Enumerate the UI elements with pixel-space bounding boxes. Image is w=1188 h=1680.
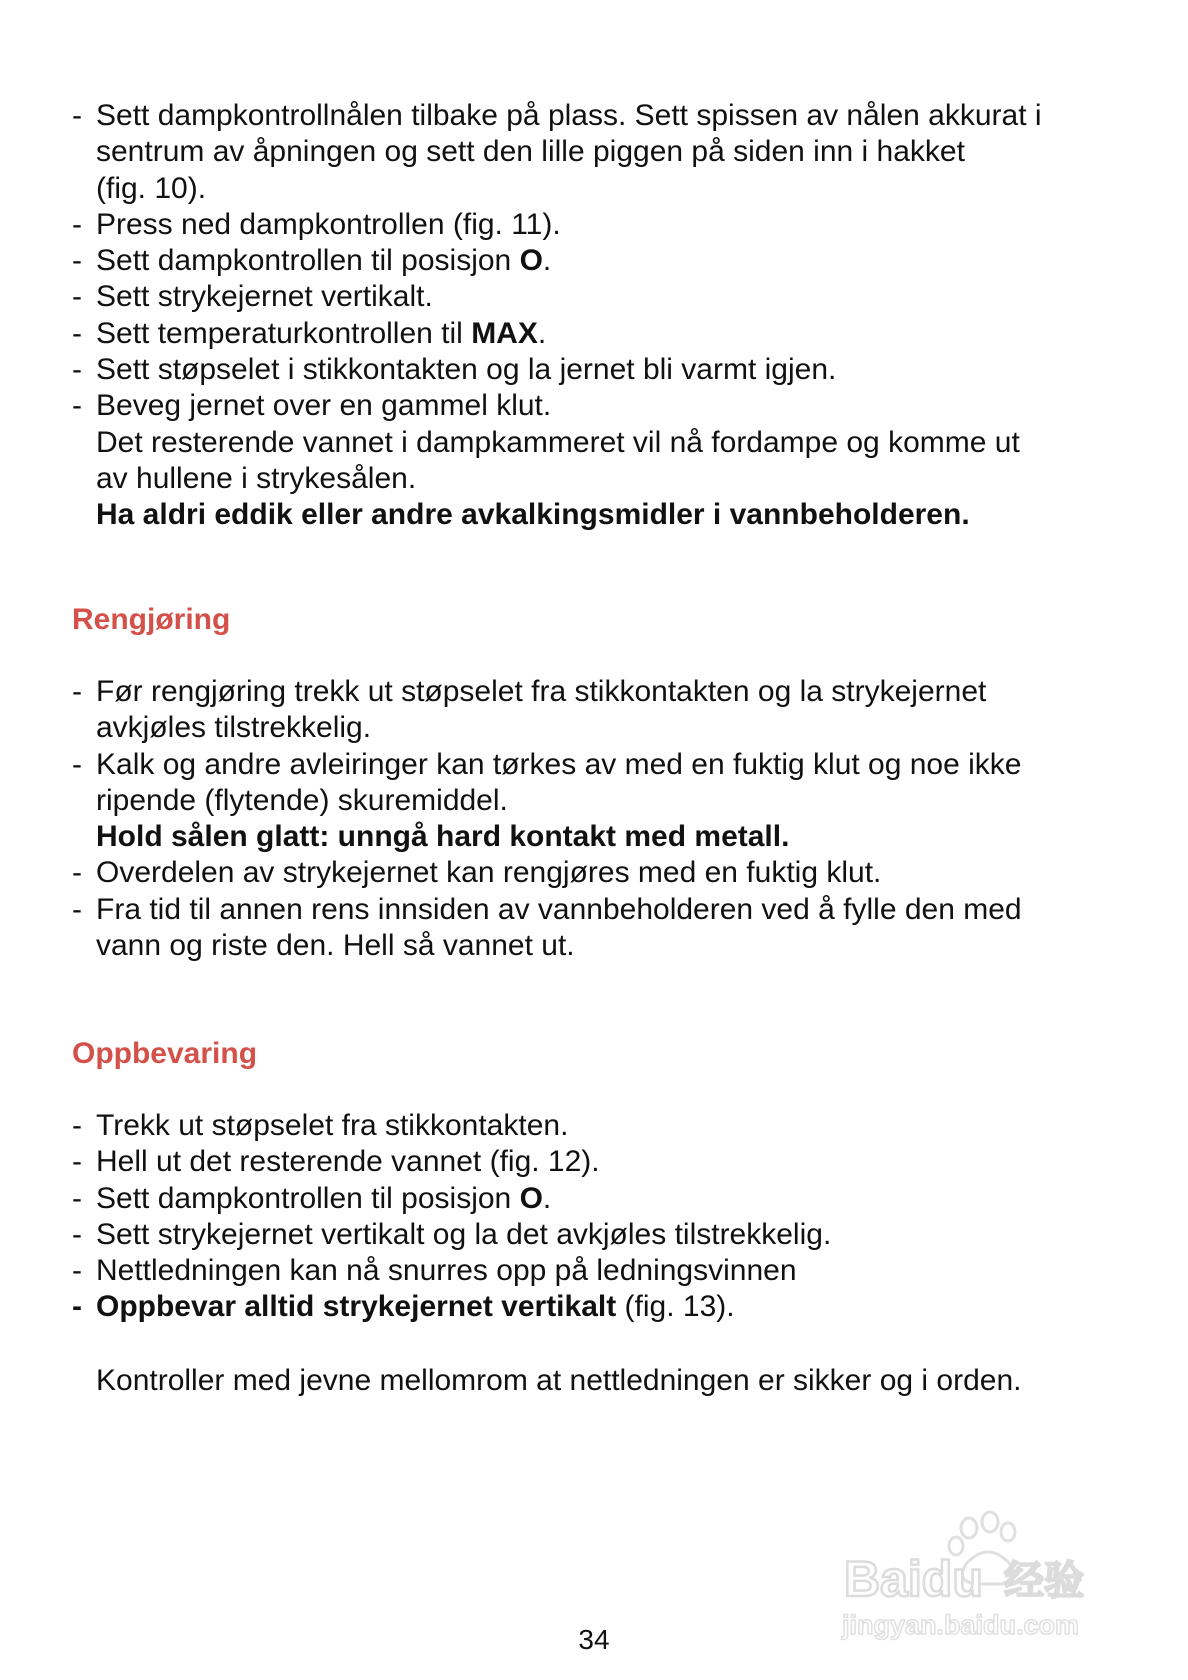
text-line [72,243,1112,279]
text: Overdelen av strykejernet kan rengjøres med en fuktig klut. [96,856,882,890]
text: vann og riste den. Hell så vannet ut. [96,929,575,963]
text-line [72,710,1112,746]
bold-text: O [519,1181,543,1215]
list-bullet: - [72,675,82,708]
bold-text: MAX [471,316,538,350]
text: Sett strykejernet vertikalt. [96,280,433,314]
text: Sett dampkontrollen til posisjon [96,244,520,278]
list-bullet: - [72,99,82,132]
watermark-label: 经验 [1004,1558,1084,1604]
text: sentrum av åpningen og sett den lille piggen på siden inn i hakket [96,135,965,169]
text: ripende (flytende) skuremiddel. [96,783,508,817]
text: (fig. 13). [616,1290,735,1324]
text-line [72,98,1112,134]
list-bullet: - [72,1109,82,1142]
heading-oppbevaring: Oppbevaring [72,1037,258,1070]
section-descaling-steps [72,98,1112,534]
text-line [72,207,1112,243]
text: av hullene i strykesålen. [96,461,417,495]
list-bullet: - [72,1290,82,1324]
text-line [72,747,1112,783]
list-bullet: - [72,244,82,278]
text-line [72,279,1112,315]
text-line [72,425,1112,461]
text-line [72,461,1112,497]
baidu-watermark-logo [838,1502,1128,1642]
watermark-brand: Baidu [844,1551,983,1607]
list-bullet: - [72,280,82,314]
text: Før rengjøring trekk ut støpselet fra stikkontakten og la strykejernet [96,675,987,708]
text-line [72,819,1112,855]
text-line [72,892,1112,928]
bold-text: O [519,244,543,278]
text-line [72,1144,1112,1180]
list-bullet: - [72,353,82,387]
text: . [542,1181,552,1215]
list-bullet: - [72,1254,82,1288]
list-bullet: - [72,207,82,241]
list-bullet: - [72,1145,82,1179]
text: Fra tid til annen rens innsiden av vannbeholderen ved å fylle den med [96,892,1022,926]
heading-rengjoring: Rengjøring [72,603,231,636]
text: Sett dampkontrollnålen tilbake på plass. Sett spissen av nålen akkurat i [96,99,1042,132]
text-line [72,171,1112,207]
section-cleaning-steps [72,674,1112,964]
text: Hell ut det resterende vannet (fig. 12). [96,1145,600,1179]
text-line [72,316,1112,352]
list-bullet: - [72,389,82,423]
text: Nettledningen kan nå snurres opp på ledningsvinnen [96,1254,797,1288]
text: . [537,316,547,350]
text-line [72,352,1112,388]
text-line [72,855,1112,891]
list-bullet: - [72,316,82,350]
text: avkjøles tilstrekkelig. [96,711,372,745]
text-line [72,388,1112,424]
text: Sett temperaturkontrollen til [96,316,472,350]
bold-text: Oppbevar alltid strykejernet vertikalt [96,1290,617,1324]
text: (fig. 10). [96,171,207,205]
text-line [72,1181,1112,1217]
safety-note [72,1363,1112,1399]
text-line [72,1108,1112,1144]
text-line [72,1289,1112,1325]
watermark-url: jingyan.baidu.com [842,1610,1080,1640]
text: Beveg jernet over en gammel klut. [96,389,552,423]
text-line [72,497,1112,533]
text: Press ned dampkontrollen (fig. 11). [96,207,561,241]
list-bullet: - [72,1217,82,1251]
text-line [72,1217,1112,1253]
bold-text: Ha aldri eddik eller andre avkalkingsmidler i vannbeholderen. [96,498,970,532]
note-text: Kontroller med jevne mellomrom at nettledningen er sikker og i orden. [96,1364,1022,1397]
text-line [72,783,1112,819]
section-storage-steps [72,1108,1112,1326]
text-line [72,674,1112,710]
list-bullet: - [72,1181,82,1215]
page-number: 34 [578,1624,610,1655]
bold-text: Hold sålen glatt: unngå hard kontakt med metall. [96,820,790,854]
text-line [72,1253,1112,1289]
text: Det resterende vannet i dampkammeret vil nå fordampe og komme ut [96,425,1020,459]
text: Sett strykejernet vertikalt og la det avkjøles tilstrekkelig. [96,1217,832,1251]
list-bullet: - [72,892,82,926]
text: Sett dampkontrollen til posisjon [96,1181,520,1215]
list-bullet: - [72,747,82,781]
list-bullet: - [72,856,82,890]
text-line [72,134,1112,170]
text: . [542,244,552,278]
text-line [72,928,1112,964]
text: Kalk og andre avleiringer kan tørkes av med en fuktig klut og noe ikke [96,747,1022,781]
text: Trekk ut støpselet fra stikkontakten. [96,1109,569,1142]
text: Sett støpselet i stikkontakten og la jernet bli varmt igjen. [96,353,837,387]
